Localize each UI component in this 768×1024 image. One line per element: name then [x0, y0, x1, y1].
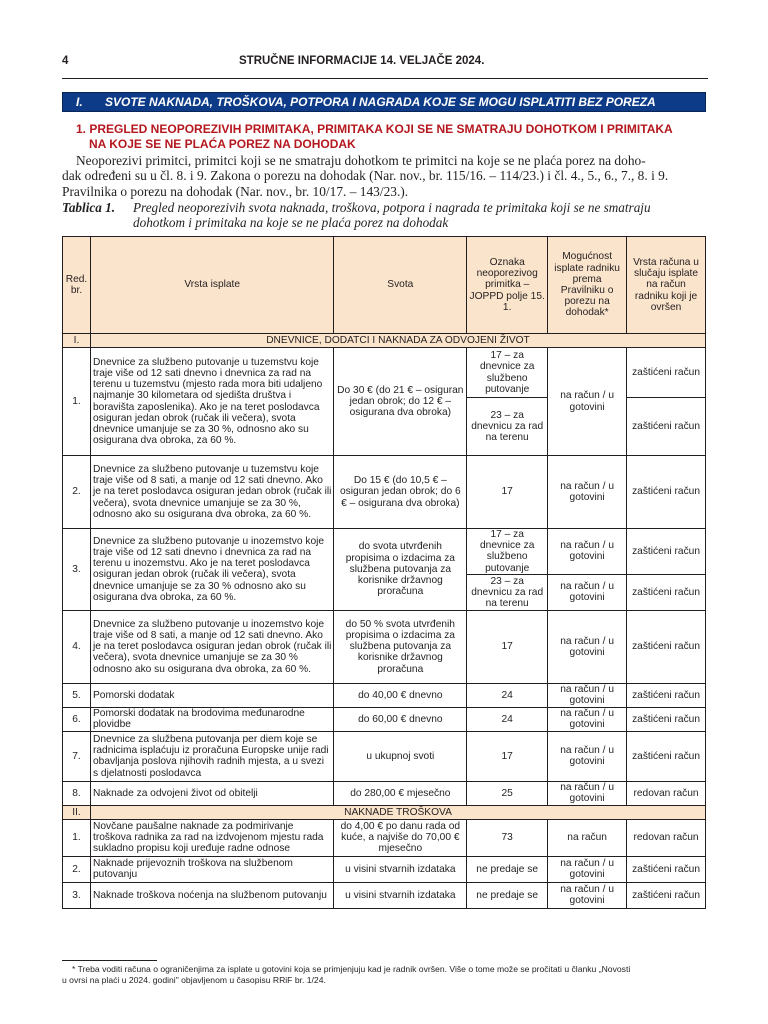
row-number: 2.	[63, 856, 91, 882]
vrsta-cell: Pomorski dodatak na brodovima međunarodne plovidbe	[90, 707, 333, 731]
footnote	[62, 964, 708, 986]
mogucnost-cell: na račun / u gotovini	[548, 707, 627, 731]
oznaka-cell: ne predaje se	[467, 856, 548, 882]
racun-cell: zaštićeni račun	[627, 856, 706, 882]
subsection-heading	[76, 122, 696, 152]
table-row	[63, 456, 706, 529]
header-rule	[62, 78, 708, 79]
row-number: 4.	[63, 610, 91, 683]
vrsta-cell: Naknade za odvojeni život od obitelji	[90, 781, 333, 805]
table-row	[63, 683, 706, 707]
paragraph-line-2: dak određeni su u čl. 8. i 9. Zakona o porezu na dohodak (Nar. nov., br. 115/16. – 114/23.) i čl. 4., 5., 6., 7., 8. i 9.	[62, 168, 669, 184]
table-row	[63, 610, 706, 683]
svota-cell: Do 30 € (do 21 € – osiguran jedan obrok; do 12 € – osigurana dva obroka)	[334, 348, 467, 456]
svota-cell: do 40,00 € dnevno	[334, 683, 467, 707]
page-number: 4	[62, 55, 69, 67]
table-row	[63, 856, 706, 882]
racun-cell: zaštićeni račun	[627, 398, 706, 456]
oznaka-cell: 17 – za dnevnice za službeno putovanje	[467, 529, 548, 575]
row-number: 3.	[63, 529, 91, 611]
oznaka-cell: ne predaje se	[467, 882, 548, 908]
row-number: 1.	[63, 348, 91, 456]
header-vrsta-racuna: Vrsta računa u slučaju isplate na račun radniku koji je ovršen	[627, 237, 706, 334]
vrsta-cell: Dnevnice za službeno putovanje u tuzemstvu koje traje više od 12 sati dnevno i dnevnica za rad na terenu u tuzemstvu (mjesto rada mora biti udaljeno najmanje 30 kilometara od sjedišta društva i boravišta zaposlenika). Ako je na teret poslodavca osiguran jedan obrok (ručak ili večera), svota dnevnice umanjuje se za 30 %, odnosno ako su osigurana dva obroka, za 60 %.	[90, 348, 333, 456]
racun-cell: zaštićeni račun	[627, 610, 706, 683]
mogucnost-cell: na račun / u gotovini	[548, 882, 627, 908]
row-number: 3.	[63, 882, 91, 908]
oznaka-cell: 25	[467, 781, 548, 805]
running-title: STRUČNE INFORMACIJE 14. VELJAČE 2024.	[239, 55, 485, 67]
oznaka-cell: 24	[467, 707, 548, 731]
svota-cell: do 4,00 € po danu rada od kuće, a najviše do 70,00 € mjesečno	[334, 819, 467, 856]
section-number-cell: II.	[63, 805, 91, 819]
svota-cell: u visini stvarnih izdataka	[334, 856, 467, 882]
section-row	[63, 334, 706, 348]
racun-cell: redovan račun	[627, 781, 706, 805]
racun-cell: zaštićeni račun	[627, 882, 706, 908]
svota-cell: u visini stvarnih izdataka	[334, 882, 467, 908]
footnote-line-2: u ovrsi na plaći u 2024. godini" objavljenom u časopisu RRiF br. 1/24.	[62, 975, 326, 985]
mogucnost-cell: na račun / u gotovini	[548, 529, 627, 575]
mogucnost-cell: na račun / u gotovini	[548, 348, 627, 456]
mogucnost-cell: na račun / u gotovini	[548, 731, 627, 781]
section-title-cell: DNEVNICE, DODATCI I NAKNADA ZA ODVOJENI ŽIVOT	[90, 334, 705, 348]
page-header	[62, 55, 708, 73]
oznaka-cell: 17	[467, 610, 548, 683]
vrsta-cell: Dnevnice za službena putovanja per diem koje se radnicima isplaćuju iz proračuna Europske unije radi obavljanja poslova njihovih radnih mjesta, a u svezi s djelatnosti poslodavca	[90, 731, 333, 781]
table-row	[63, 707, 706, 731]
row-number: 8.	[63, 781, 91, 805]
svota-cell: do svota utvrđenih propisima o izdacima za službena putovanja za korisnike državnog proračuna	[334, 529, 467, 611]
table-row	[63, 781, 706, 805]
mogucnost-cell: na račun / u gotovini	[548, 456, 627, 529]
caption-line-2: dohotkom i primitaka na koje se ne plaća porez na dohodak	[133, 215, 449, 230]
oznaka-cell: 23 – za dnevnicu za rad na terenu	[467, 398, 548, 456]
oznaka-cell: 73	[467, 819, 548, 856]
vrsta-cell: Pomorski dodatak	[90, 683, 333, 707]
racun-cell: zaštićeni račun	[627, 574, 706, 610]
mogucnost-cell: na račun	[548, 819, 627, 856]
section-heading-bar	[62, 92, 706, 112]
paragraph-line-1: Neoporezivi primitci, primitci koji se ne smatraju dohotkom te primitci na koje se ne plaća porez na doho-	[76, 153, 646, 168]
svota-cell: do 50 % svota utvrđenih propisima o izdacima za službena putovanja za korisnike državnog proračuna	[334, 610, 467, 683]
header-svota: Svota	[334, 237, 467, 334]
vrsta-cell: Dnevnice za službeno putovanje u tuzemstvu koje traje više od 8 sati, a manje od 12 sati dnevno. Ako je na teret poslodavca osiguran jedan obrok (ručak ili večera), svota dnevnice umanjuje se za 30 %, odnosno ako su osigurana dva obroka, za 60 %.	[90, 456, 333, 529]
oznaka-cell: 24	[467, 683, 548, 707]
vrsta-cell: Dnevnice za službeno putovanje u inozemstvo koje traje više od 8 sati, a manje od 12 sati dnevno. Ako je na teret poslodavca osiguran jedan obrok (ručak ili večera), svota dnevnice umanjuje se za 30 % odnosno ako su osigurana dva obroka, za 60 %.	[90, 610, 333, 683]
racun-cell: zaštićeni račun	[627, 348, 706, 398]
footnote-rule	[62, 960, 157, 961]
paragraph-line-3: Pravilnika o porezu na dohodak (Nar. nov., br. 10/17. – 143/23.).	[62, 183, 409, 199]
oznaka-cell: 23 – za dnevnicu za rad na terenu	[467, 574, 548, 610]
section-row	[63, 805, 706, 819]
svota-cell: u ukupnoj svoti	[334, 731, 467, 781]
table-row	[63, 731, 706, 781]
racun-cell: zaštićeni račun	[627, 683, 706, 707]
row-number: 5.	[63, 683, 91, 707]
mogucnost-cell: na račun / u gotovini	[548, 781, 627, 805]
section-number: I.	[76, 95, 83, 109]
header-oznaka: Oznaka neoporezivog primitka – JOPPD polje 15. 1.	[467, 237, 548, 334]
header-mogucnost: Mogućnost isplate radniku prema Pravilniku o porezu na dohodak*	[548, 237, 627, 334]
oznaka-cell: 17	[467, 456, 548, 529]
table-header-row	[63, 237, 706, 334]
subsection-line-1: 1. PREGLED NEOPOREZIVIH PRIMITAKA, PRIMITAKA KOJI SE NE SMATRAJU DOHOTKOM I PRIMITAKA	[76, 122, 673, 136]
racun-cell: zaštićeni račun	[627, 731, 706, 781]
row-number: 7.	[63, 731, 91, 781]
racun-cell: zaštićeni račun	[627, 456, 706, 529]
table-row	[63, 819, 706, 856]
table-row	[63, 882, 706, 908]
table-row	[63, 348, 706, 398]
row-number: 1.	[63, 819, 91, 856]
vrsta-cell: Novčane paušalne naknade za podmirivanje troškova radnika za rad na izdvojenom mjestu rada sukladno propisu koji uređuje radne odnose	[90, 819, 333, 856]
table-row	[63, 529, 706, 575]
header-vrsta-isplate: Vrsta isplate	[90, 237, 333, 334]
mogucnost-cell: na račun / u gotovini	[548, 574, 627, 610]
row-number: 6.	[63, 707, 91, 731]
caption-text	[133, 200, 708, 230]
svota-cell: do 280,00 € mjesečno	[334, 781, 467, 805]
mogucnost-cell: na račun / u gotovini	[548, 610, 627, 683]
section-title: SVOTE NAKNADA, TROŠKOVA, POTPORA I NAGRADA KOJE SE MOGU ISPLATITI BEZ POREZA	[105, 95, 656, 109]
subsection-line-2: NA KOJE SE NE PLAĆA POREZ NA DOHODAK	[89, 137, 356, 151]
mogucnost-cell: na račun / u gotovini	[548, 856, 627, 882]
racun-cell: redovan račun	[627, 819, 706, 856]
vrsta-cell: Dnevnice za službeno putovanje u inozemstvo koje traje više od 12 sati dnevno i dnevnica za rad na terenu u inozemstvu. Ako je na teret poslodavca osiguran jedan obrok (ručak ili večera), svota dnevnice umanjuje se za 30 % odnosno ako su osigurana dva obroka, za 60 %.	[90, 529, 333, 611]
section-title-cell: NAKNADE TROŠKOVA	[90, 805, 705, 819]
caption-line-1: Pregled neoporezivih svota naknada, troškova, potpora i nagrada te primitaka koji se ne smatraju	[133, 200, 651, 215]
svota-cell: do 60,00 € dnevno	[334, 707, 467, 731]
row-number: 2.	[63, 456, 91, 529]
racun-cell: zaštićeni račun	[627, 529, 706, 575]
tax-free-table	[62, 236, 706, 909]
oznaka-cell: 17	[467, 731, 548, 781]
header-red-br: Red. br.	[63, 237, 91, 334]
vrsta-cell: Naknade prijevoznih troškova na službenom putovanju	[90, 856, 333, 882]
vrsta-cell: Naknade troškova noćenja na službenom putovanju	[90, 882, 333, 908]
mogucnost-cell: na račun / u gotovini	[548, 683, 627, 707]
footnote-line-1: * Treba voditi računa o ograničenjima za isplate u gotovini koja se primjenjuju kad je radnik ovršen. Više o tome može se pročitati u članku „Novosti	[72, 964, 631, 974]
oznaka-cell: 17 – za dnevnice za službeno putovanje	[467, 348, 548, 398]
racun-cell: zaštićeni račun	[627, 707, 706, 731]
intro-paragraph	[62, 153, 708, 199]
section-number-cell: I.	[63, 334, 91, 348]
caption-label: Tablica 1.	[62, 200, 115, 215]
svota-cell: Do 15 € (do 10,5 € – osiguran jedan obrok; do 6 € – osigurana dva obroka)	[334, 456, 467, 529]
